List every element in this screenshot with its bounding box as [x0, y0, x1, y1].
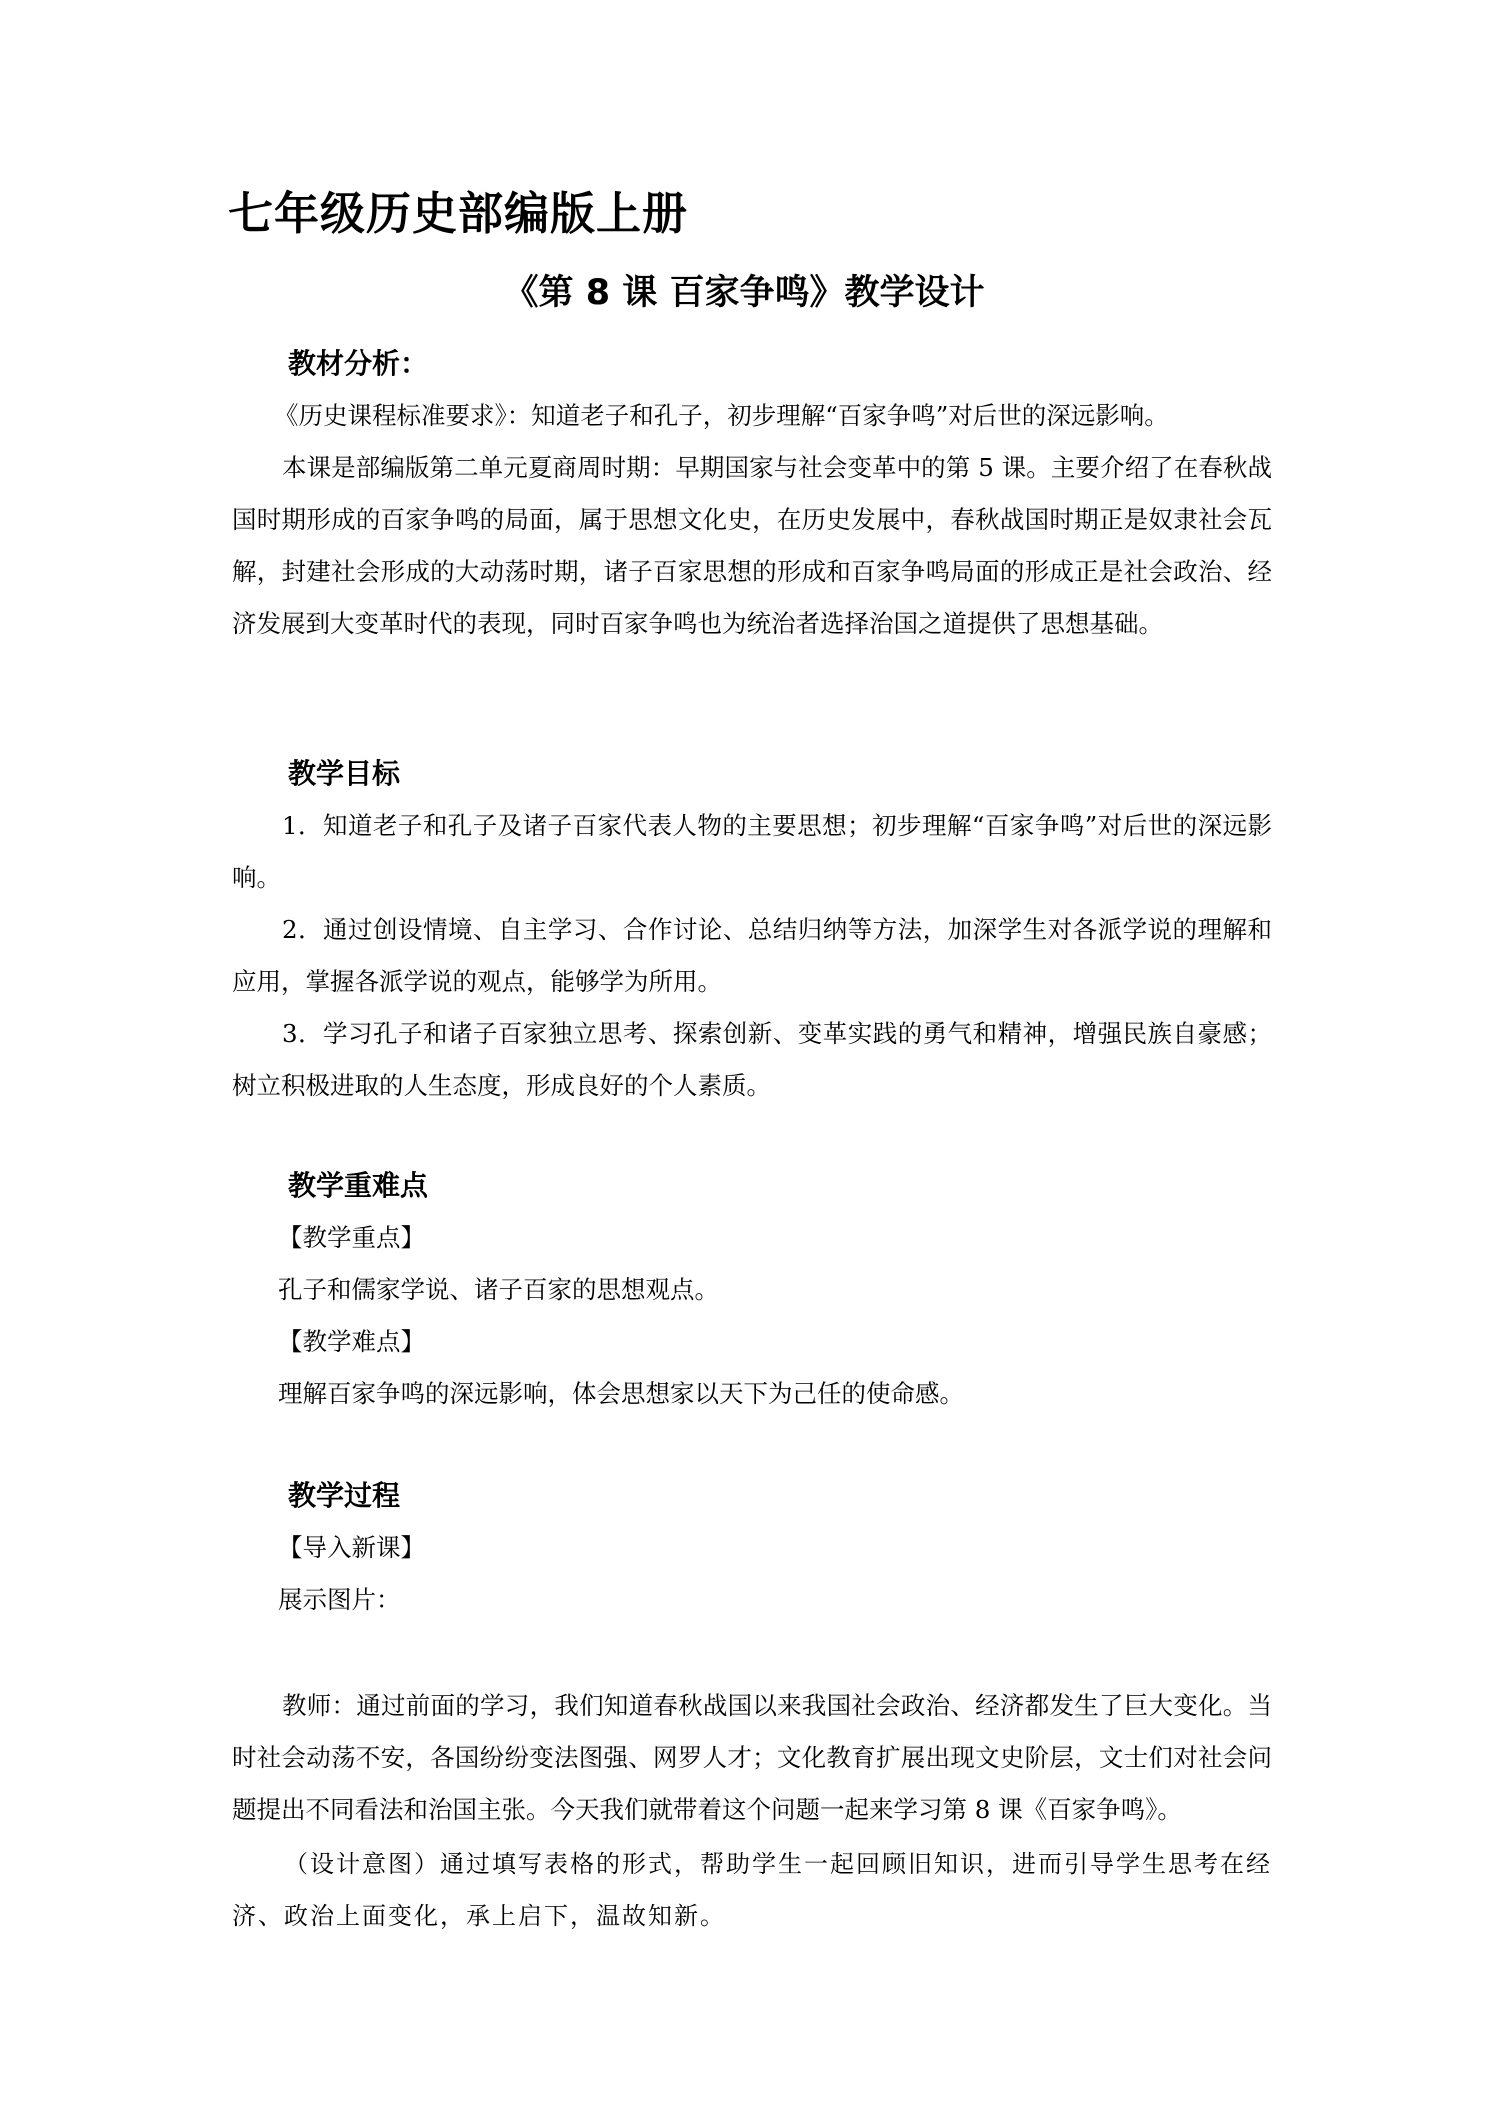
- show-pictures-text: 展示图片：: [278, 1585, 401, 1614]
- key-points-heading: 教学重难点: [288, 1169, 429, 1202]
- teacher-paragraph: 教师：通过前面的学习，我们知道春秋战国以来我国社会政治、经济都发生了巨大变化。当时社会动荡不安，各国纷纷变法图强、网罗人才；文化教育扩展出现文史阶层，文士们对社会问题提出不同看法和治国主张。今天我们就带着这个问题一起来学习第 8 课《百家争鸣》。: [232, 1691, 1272, 1824]
- design-intent: （设计意图）通过填写表格的形式，帮助学生一起回顾旧知识，进而引导学生思考在经济、政治上面变化，承上启下，温故知新。: [232, 1850, 1272, 1930]
- difficulty-text: 理解百家争鸣的深远影响，体会思想家以天下为己任的使命感。: [278, 1379, 964, 1408]
- analysis-heading: 教材分析：: [288, 347, 429, 380]
- process-heading: 教学过程: [288, 1479, 401, 1512]
- analysis-body: 本课是部编版第二单元夏商周时期：早期国家与社会变革中的第 5 课。主要介绍了在春秋战国时期形成的百家争鸣的局面，属于思想文化史，在历史发展中，春秋战国时期正是奴隶社会瓦解，封建社会形成的大动荡时期，诸子百家思想的形成和百家争鸣局面的形成正是社会政治、经济发展到大变革时代的表现，同时百家争鸣也为统治者选择治国之道提供了思想基础。: [232, 453, 1272, 638]
- curriculum-standard: 《历史课程标准要求》：知道老子和孔子，初步理解“百家争鸣”对后世的深远影响。: [274, 401, 1169, 430]
- lesson-title: 《第 8 课 百家争鸣》教学设计: [503, 273, 985, 313]
- focus-text: 孔子和儒家学说、诸子百家的思想观点。: [278, 1275, 719, 1304]
- difficulty-label: 【教学难点】: [278, 1327, 425, 1356]
- objective-item: 3．学习孔子和诸子百家独立思考、探索创新、变革实践的勇气和精神，增强民族自豪感；树立积极进取的人生态度，形成良好的个人素质。: [232, 1019, 1272, 1100]
- objective-item: 1．知道老子和孔子及诸子百家代表人物的主要思想；初步理解“百家争鸣”对后世的深远影响。: [232, 811, 1272, 892]
- focus-label: 【教学重点】: [278, 1223, 425, 1252]
- objectives-heading: 教学目标: [288, 757, 401, 790]
- document-title: 七年级历史部编版上册: [228, 187, 689, 240]
- intro-label: 【导入新课】: [278, 1533, 425, 1562]
- objective-item: 2．通过创设情境、自主学习、合作讨论、总结归纳等方法，加深学生对各派学说的理解和应用，掌握各派学说的观点，能够学为所用。: [232, 915, 1272, 996]
